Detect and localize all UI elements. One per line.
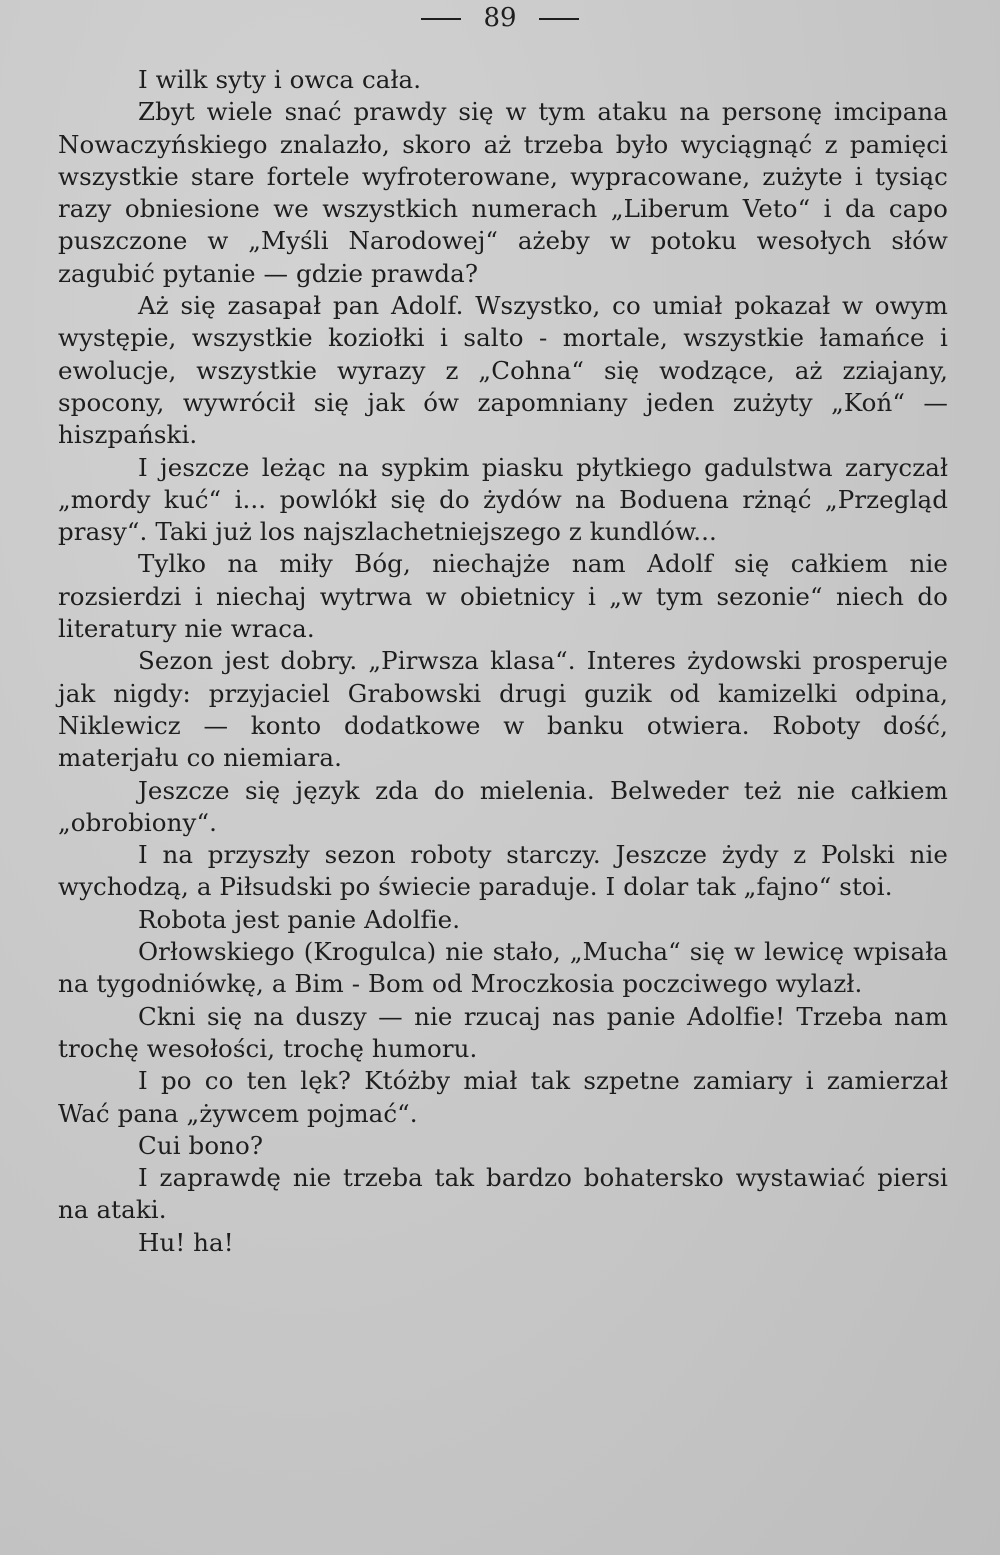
paragraph: I na przyszły sezon roboty starczy. Jeszcze żydy z Polski nie wychodzą, a Piłsudski po świecie paraduje. I dolar tak „fajno“ stoi.	[58, 840, 948, 902]
paragraph: I jeszcze leżąc na sypkim piasku płytkiego gadulstwa zaryczał „mordy kuć“ i... powlókł się do żydów na Boduena rżnąć „Przegląd prasy“. Taki już los najszlachetniejszego z kundlów...	[58, 452, 948, 547]
paragraph: Zbyt wiele snać prawdy się w tym ataku na personę imcipana Nowaczyńskiego znalazło, skoro aż trzeba było wyciągnąć z pamięci wszystkie stare fortele wyfroterowane, wypracowane, zużyte i tysiąc razy obniesione we wszystkich numerach „Liberum Veto“ i da capo puszczone w „Myśli Narodowej“ ażeby w potoku wesołych słów zagubić pytanie — gdzie prawda?	[58, 97, 948, 288]
paragraph: Orłowskiego (Krogulca) nie stało, „Mucha“ się w lewicę wpisała na tygodniówkę, a Bim - Bom od Mroczkosia poczciwego wylazł.	[58, 937, 948, 999]
paragraph: Aż się zasapał pan Adolf. Wszystko, co umiał pokazał w owym występie, wszystkie koziołki i salto - mortale, wszystkie łamańce i ewolucje, wszystkie wyrazy z „Cohna“ się wodzące, aż zziajany, spocony, wywrócił się jak ów zapomniany jeden zużyty „Koń“ — hiszpański.	[58, 291, 948, 450]
page-number-dash-left	[421, 18, 461, 20]
page-number-dash-right	[539, 18, 579, 20]
paragraph: I po co ten lęk? Któżby miał tak szpetne zamiary i zamierzał Wać pana „żywcem pojmać“.	[58, 1066, 948, 1128]
page-number	[0, 2, 1000, 34]
paragraph: Sezon jest dobry. „Pirwsza klasa“. Interes żydowski prosperuje jak nigdy: przyjaciel Grabowski drugi guzik od kamizelki odpina, Niklewicz — konto dodatkowe w banku otwiera. Roboty dość, materjału co niemiara.	[58, 646, 948, 773]
paragraph: Hu! ha!	[138, 1227, 234, 1257]
paragraph: Jeszcze się język zda do mielenia. Belweder też nie całkiem „obrobiony“.	[58, 775, 948, 837]
paragraph: I zaprawdę nie trzeba tak bardzo bohatersko wystawiać piersi na ataki.	[58, 1163, 948, 1225]
paragraph: I wilk syty i owca cała.	[138, 65, 422, 94]
paragraph: Cui bono?	[138, 1130, 264, 1160]
body-text	[58, 64, 948, 1259]
paragraph: Ckni się na duszy — nie rzucaj nas panie Adolfie! Trzeba nam trochę wesołości, trochę humoru.	[58, 1001, 948, 1063]
paragraph: Robota jest panie Adolfie.	[138, 904, 461, 934]
paragraph: Tylko na miły Bóg, niechajże nam Adolf się całkiem nie rozsierdzi i niechaj wytrwa w obietnicy i „w tym sezonie“ niech do literatury nie wraca.	[58, 549, 948, 644]
page-number-text: 89	[483, 3, 517, 33]
